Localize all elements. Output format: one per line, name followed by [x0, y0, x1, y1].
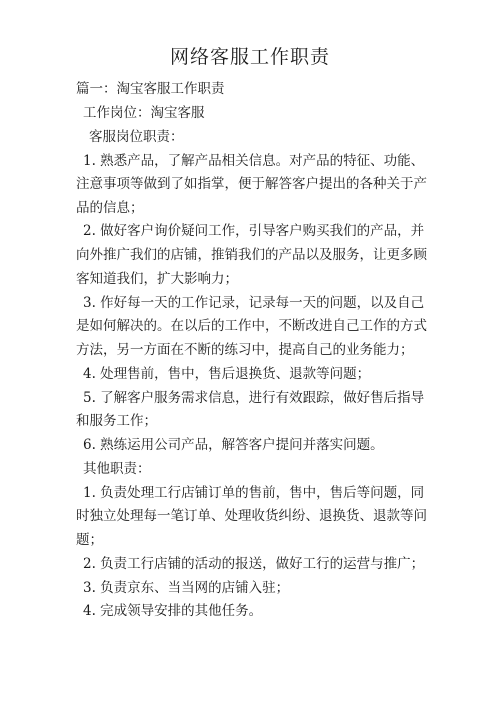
duty-1-line-2: 注意事项等做到了如指掌，便于解答客户提出的各种关于产 — [76, 176, 427, 192]
other-duty-4: 4. 完成领导安排的其他任务。 — [83, 603, 263, 619]
duty-4: 4. 处理售前，售中，售后退换货、退款等问题； — [83, 366, 371, 382]
duty-3-line-2: 是如何解决的。在以后的工作中，不断改进自己工作的方式 — [76, 318, 427, 334]
job-position-line: 工作岗位：淘宝客服 — [83, 105, 205, 121]
duty-6: 6. 熟练运用公司产品，解答客户提问并落实问题。 — [83, 437, 384, 453]
section-heading-part1: 篇一：淘宝客服工作职责 — [76, 81, 225, 97]
other-duty-2: 2. 负责工行店铺的活动的报送，做好工行的运营与推广； — [83, 556, 425, 572]
document-title: 网络客服工作职责 — [169, 46, 330, 68]
duty-2-line-3: 客知道我们，扩大影响力； — [76, 271, 238, 287]
other-duty-1-line-1: 1. 负责处理工行店铺订单的售前，售中，售后等问题，同 — [83, 485, 425, 501]
duty-2-line-2: 向外推广我们的店铺，推销我们的产品以及服务，让更多顾 — [76, 247, 427, 263]
duty-1-line-3: 品的信息； — [76, 200, 144, 216]
duty-5-line-2: 和服务工作； — [76, 413, 157, 429]
duty-1-line-1: 1. 熟悉产品，了解产品相关信息。对产品的特征、功能、 — [83, 153, 425, 169]
duty-2-line-1: 2. 做好客户询价疑问工作，引导客户购买我们的产品，并 — [83, 223, 425, 239]
duty-5-line-1: 5. 了解客户服务需求信息，进行有效跟踪，做好售后指导 — [83, 390, 425, 406]
other-duty-1-line-2: 时独立处理每一笔订单、处理收货纠纷、退换货、退款等问 — [76, 508, 427, 524]
duty-3-line-1: 3. 作好每一天的工作记录，记录每一天的问题，以及自己 — [83, 295, 425, 311]
other-duty-3: 3. 负责京东、当当网的店铺入驻； — [83, 580, 290, 596]
duty-3-line-3: 方法，另一方面在不断的练习中，提高自己的业务能力； — [76, 342, 414, 358]
duties-heading: 客服岗位职责： — [89, 129, 184, 145]
other-duty-1-line-3: 题； — [76, 532, 103, 548]
other-duties-heading: 其他职责： — [83, 461, 151, 477]
